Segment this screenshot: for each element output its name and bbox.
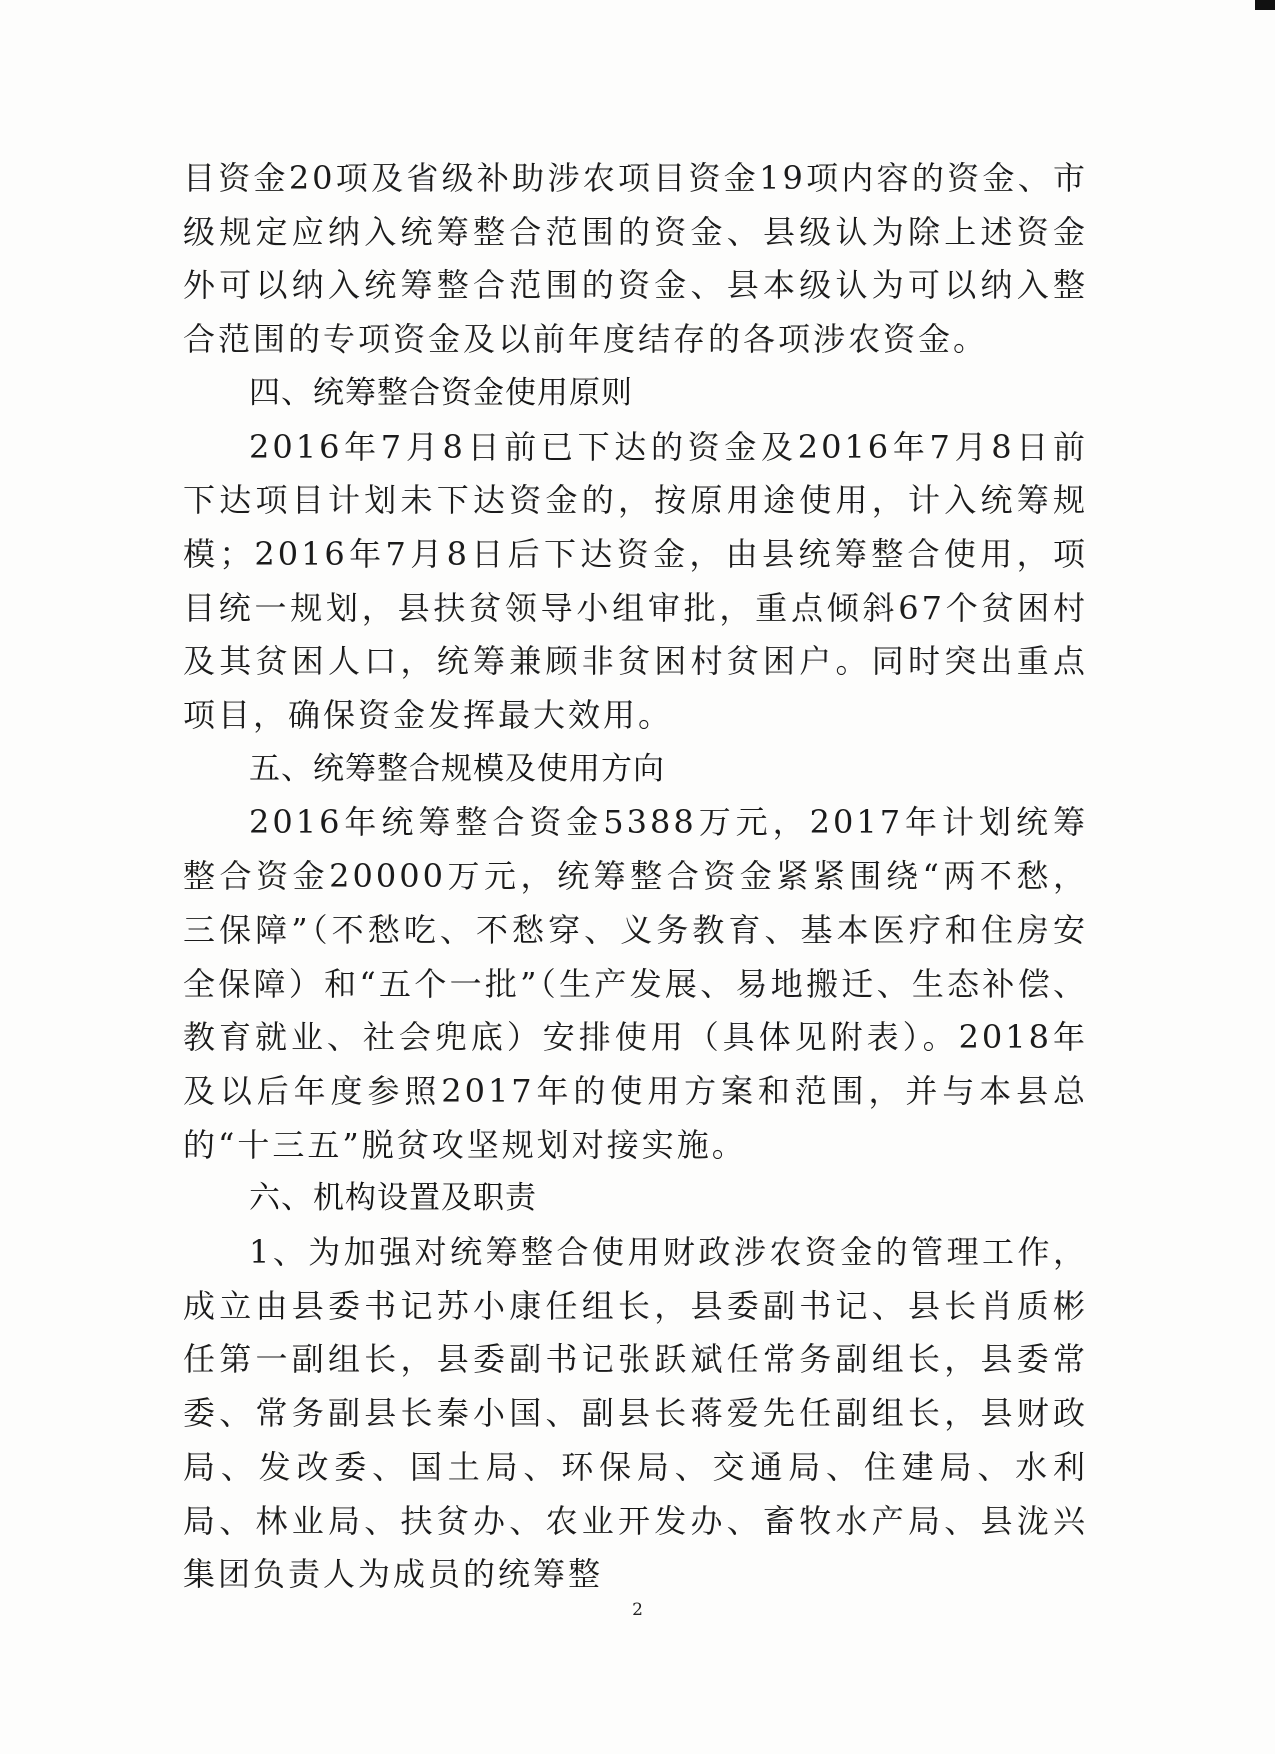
page-number: 2 xyxy=(632,1600,643,1620)
section-heading-4: 四、统筹整合资金使用原则 xyxy=(249,374,633,411)
paragraph-scale-direction: 2016年统筹整合资金5388万元，2017年计划统筹整合资金20000万元，统筹整合资金紧紧围绕“两不愁，三保障”（不愁吃、不愁穿、义务教育、基本医疗和住房安全保障）和“五个一批”（生产发展、易地搬迁、生态补偿、教育就业、社会兜底）安排使用（具体见附表）。2018年及以后年度参照2017年的使用方案和范围，并与本县总的“十三五”脱贫攻坚规划对接实施。 xyxy=(183,803,1088,1164)
scan-edge-mark xyxy=(1255,0,1275,10)
document-body xyxy=(183,152,1088,1602)
section-heading-6: 六、机构设置及职责 xyxy=(249,1180,537,1217)
section-heading-5: 五、统筹整合规模及使用方向 xyxy=(249,750,665,787)
paragraph-continued: 目资金20项及省级补助涉农项目资金19项内容的资金、市级规定应纳入统筹整合范围的资金、县级认为除上述资金外可以纳入统筹整合范围的资金、县本级认为可以纳入整合范围的专项资金及以前年度结存的各项涉农资金。 xyxy=(183,159,1088,359)
paragraph-usage-principle: 2016年7月8日前已下达的资金及2016年7月8日前下达项目计划未下达资金的，按原用途使用，计入统筹规模；2016年7月8日后下达资金，由县统筹整合使用，项目统一规划，县扶贫领导小组审批，重点倾斜67个贫困村及其贫困人口，统筹兼顾非贫困村贫困户。同时突出重点项目，确保资金发挥最大效用。 xyxy=(183,427,1088,735)
paragraph-organization: 1、为加强对统筹整合使用财政涉农资金的管理工作，成立由县委书记苏小康任组长，县委副书记、县长肖质彬任第一副组长，县委副书记张跃斌任常务副组长，县委常委、常务副县长秦小国、副县长蒋爱先任副组长，县财政局、发改委、国土局、环保局、交通局、住建局、水利局、林业局、扶贫办、农业开发办、畜牧水产局、县泷兴集团负责人为成员的统筹整 xyxy=(183,1233,1088,1594)
